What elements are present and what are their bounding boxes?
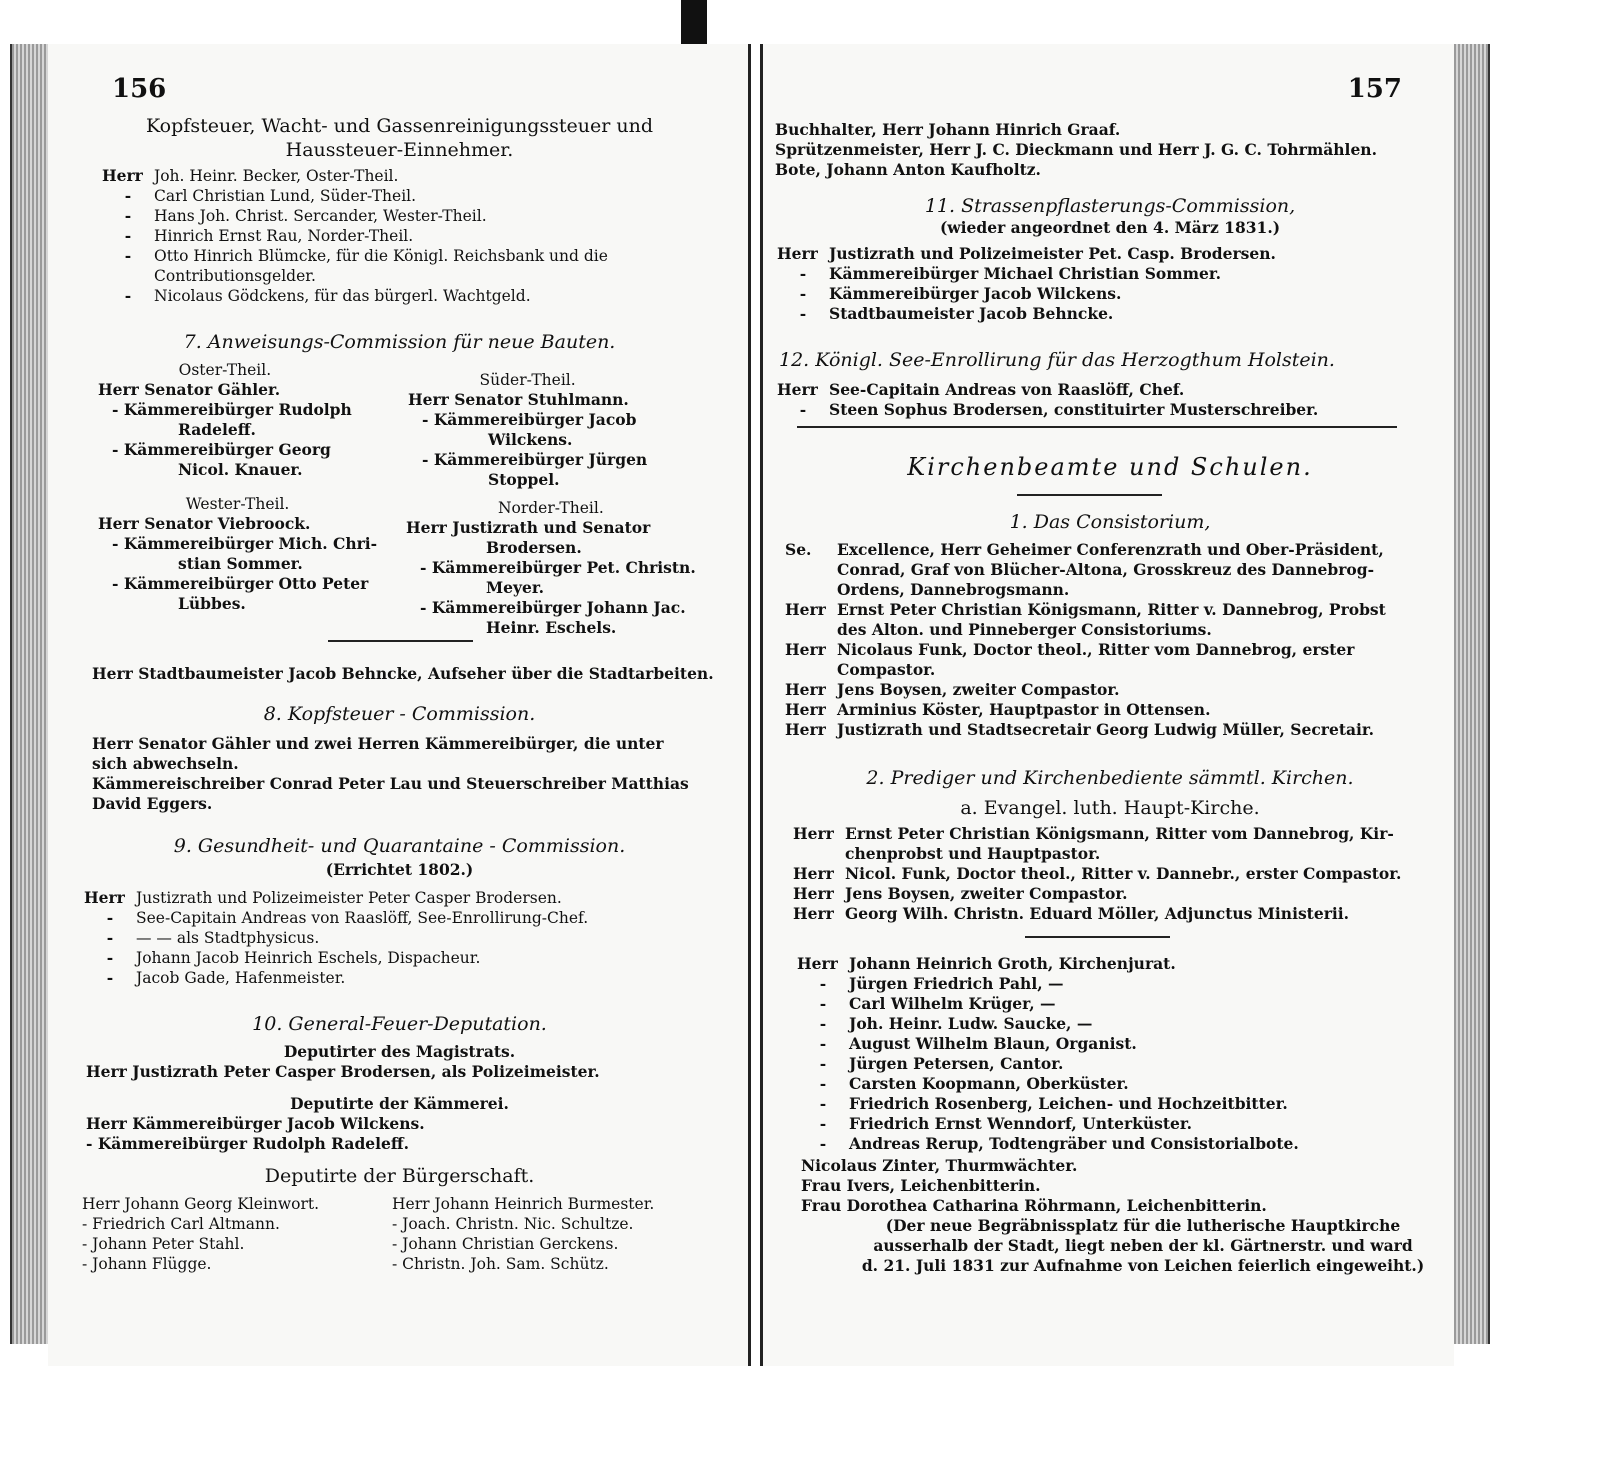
item-prefix bbox=[785, 560, 837, 580]
text-line: Herr Senator Gähler und zwei Herren Kämmereibürger, die unter bbox=[92, 734, 664, 753]
text-line: Bote, Johann Anton Kaufholtz. bbox=[775, 160, 1041, 179]
divider bbox=[328, 640, 473, 642]
list-item bbox=[785, 540, 1425, 560]
text-line: Herr Johann Heinrich Burmester. bbox=[392, 1195, 655, 1213]
item-prefix bbox=[785, 660, 837, 680]
item-text: Carsten Koopmann, Oberküster. bbox=[849, 1074, 1129, 1093]
text-line: ausserhalb der Stadt, liegt neben der kl. Gärtnerstr. und ward bbox=[873, 1236, 1413, 1255]
text-line: - Johann Christian Gerckens. bbox=[392, 1235, 619, 1253]
prediger-title: 2. Prediger und Kirchenbediente sämmtl. Kirchen. bbox=[866, 767, 1354, 789]
section-11-sub: (wieder angeordnet den 4. März 1831.) bbox=[939, 218, 1281, 237]
item-text: Contributionsgelder. bbox=[154, 267, 316, 285]
list-item bbox=[84, 948, 724, 968]
heading-line: Haussteuer-Einnehmer. bbox=[285, 139, 514, 161]
text-line: Brodersen. bbox=[486, 538, 582, 557]
item-text: August Wilhelm Blaun, Organist. bbox=[849, 1034, 1137, 1053]
item-prefix: - bbox=[819, 1034, 827, 1053]
text-line: - Johann Peter Stahl. bbox=[82, 1235, 245, 1253]
section-7-title: 7. Anweisungs-Commission für neue Bauten. bbox=[183, 331, 616, 353]
page-number-left: 156 bbox=[112, 74, 167, 104]
sec9-list bbox=[84, 888, 724, 988]
text-line: Nicol. Knauer. bbox=[178, 460, 303, 479]
item-text: Hinrich Ernst Rau, Norder-Theil. bbox=[154, 227, 414, 245]
list-item bbox=[102, 246, 722, 266]
item-text: Andreas Rerup, Todtengräber und Consistorialbote. bbox=[849, 1134, 1299, 1153]
list-item bbox=[797, 1034, 1437, 1054]
section-9-sub: (Errichtet 1802.) bbox=[325, 860, 474, 879]
section-10-sub2: Deputirte der Kämmerei. bbox=[290, 1094, 509, 1113]
item-text: Ernst Peter Christian Königsmann, Ritter v. Dannebrog, Probst bbox=[837, 600, 1386, 619]
item-text: Carl Wilhelm Krüger, — bbox=[849, 994, 1056, 1013]
item-prefix: - bbox=[819, 974, 827, 993]
text-line: - Kämmereibürger Georg bbox=[112, 440, 331, 459]
item-prefix: - bbox=[819, 1054, 827, 1073]
item-prefix: - bbox=[799, 304, 807, 323]
heading-kopfsteuer bbox=[48, 114, 751, 162]
item-text: Nicolaus Funk, Doctor theol., Ritter vom Dannebrog, erster bbox=[837, 640, 1355, 659]
item-prefix: Herr bbox=[777, 244, 818, 263]
item-text: Jacob Gade, Hafenmeister. bbox=[136, 969, 346, 987]
divider bbox=[1025, 936, 1170, 938]
text-line: Heinr. Eschels. bbox=[486, 618, 617, 637]
text-line: Herr Kämmereibürger Jacob Wilckens. bbox=[86, 1114, 425, 1133]
top-lines bbox=[775, 120, 1377, 180]
list-item bbox=[793, 844, 1433, 864]
text-line: stian Sommer. bbox=[178, 554, 303, 573]
consist-list bbox=[785, 540, 1425, 740]
list-item bbox=[777, 244, 1417, 264]
note-lines bbox=[843, 1216, 1443, 1276]
item-prefix: - bbox=[124, 226, 132, 245]
item-text: Conrad, Graf von Blücher-Altona, Grosskreuz des Dannebrog- bbox=[837, 560, 1374, 579]
item-text: Jürgen Petersen, Cantor. bbox=[849, 1054, 1064, 1073]
item-prefix: - bbox=[124, 186, 132, 205]
list-item bbox=[797, 994, 1437, 1014]
text-line: Sprützenmeister, Herr J. C. Dieckmann und Herr J. G. C. Tohrmählen. bbox=[775, 140, 1377, 159]
text-line: Herr Justizrath und Senator bbox=[406, 518, 651, 537]
list-item bbox=[785, 700, 1425, 720]
item-text: Hans Joh. Christ. Sercander, Wester-Theil. bbox=[154, 207, 487, 225]
item-prefix: - bbox=[124, 246, 132, 265]
text-line: - Kämmereibürger Rudolph Radeleff. bbox=[86, 1134, 410, 1153]
list-item bbox=[797, 1074, 1437, 1094]
section-10-sub3: Deputirte der Bürgerschaft. bbox=[264, 1165, 535, 1187]
section-8-title: 8. Kopfsteuer - Commission. bbox=[263, 703, 536, 725]
list-item bbox=[777, 380, 1417, 400]
item-text: Justizrath und Stadtsecretair Georg Ludwig Müller, Secretair. bbox=[837, 720, 1375, 739]
list-item bbox=[793, 864, 1433, 884]
book-edge-left bbox=[10, 44, 52, 1344]
sec10-line1: Herr Justizrath Peter Casper Brodersen, als Polizeimeister. bbox=[86, 1062, 600, 1081]
list-item bbox=[797, 1094, 1437, 1114]
text-line: - Kämmereibürger Jürgen bbox=[422, 450, 648, 469]
text-line: - Kämmereibürger Otto Peter bbox=[112, 574, 369, 593]
item-text: Steen Sophus Brodersen, constituirter Musterschreiber. bbox=[829, 400, 1319, 419]
text-line: Oster-Theil. bbox=[178, 361, 272, 379]
list-item bbox=[793, 884, 1433, 904]
item-prefix: - bbox=[819, 994, 827, 1013]
item-prefix: - bbox=[819, 1114, 827, 1133]
item-text: Joh. Heinr. Ludw. Saucke, — bbox=[849, 1014, 1093, 1033]
heading-line: Kopfsteuer, Wacht- und Gassenreinigungssteuer und bbox=[146, 115, 653, 137]
item-prefix: Herr bbox=[785, 680, 826, 699]
list-item bbox=[793, 904, 1433, 924]
text-line: Wester-Theil. bbox=[185, 495, 290, 513]
text-line: - Kämmereibürger Rudolph bbox=[112, 400, 352, 419]
text-line: Herr Johann Georg Kleinwort. bbox=[82, 1195, 320, 1213]
text-line: Herr Senator Gähler. bbox=[98, 380, 281, 399]
list-item bbox=[785, 580, 1425, 600]
list-item bbox=[84, 928, 724, 948]
item-text: Joh. Heinr. Becker, Oster-Theil. bbox=[154, 167, 399, 185]
text-line: Wilckens. bbox=[488, 430, 573, 449]
item-text: Jens Boysen, zweiter Compastor. bbox=[845, 884, 1128, 903]
section-12-title: 12. Königl. See-Enrollirung für das Herzogthum Holstein. bbox=[779, 349, 1335, 371]
item-prefix: - bbox=[106, 968, 114, 987]
item-prefix: - bbox=[124, 206, 132, 225]
item-text: Nicol. Funk, Doctor theol., Ritter v. Dannebr., erster Compastor. bbox=[845, 864, 1402, 883]
item-prefix: - bbox=[124, 286, 132, 305]
item-prefix: Herr bbox=[785, 600, 826, 619]
item-prefix bbox=[785, 580, 837, 600]
item-text: Kämmereibürger Jacob Wilckens. bbox=[829, 284, 1122, 303]
item-text: Jens Boysen, zweiter Compastor. bbox=[837, 680, 1120, 699]
list-item bbox=[797, 1014, 1437, 1034]
haupt-list bbox=[793, 824, 1433, 924]
item-text: Friedrich Rosenberg, Leichen- und Hochzeitbitter. bbox=[849, 1094, 1288, 1113]
item-prefix: Herr bbox=[102, 166, 143, 185]
list-item bbox=[785, 680, 1425, 700]
item-text: Ernst Peter Christian Königsmann, Ritter vom Dannebrog, Kir- bbox=[845, 824, 1394, 843]
item-text: Stadtbaumeister Jacob Behncke. bbox=[829, 304, 1114, 323]
item-text: Compastor. bbox=[837, 660, 936, 679]
text-line: - Kämmereibürger Johann Jac. bbox=[420, 598, 686, 617]
text-line: Frau Ivers, Leichenbitterin. bbox=[801, 1176, 1041, 1195]
text-line: Frau Dorothea Catharina Röhrmann, Leichenbitterin. bbox=[801, 1196, 1267, 1215]
list-item bbox=[797, 954, 1437, 974]
right-page bbox=[760, 44, 1454, 1366]
list-item bbox=[777, 284, 1417, 304]
list-item bbox=[785, 560, 1425, 580]
item-text: des Alton. und Pinneberger Consistoriums. bbox=[837, 620, 1212, 639]
item-text: Justizrath und Polizeimeister Peter Casper Brodersen. bbox=[136, 889, 562, 907]
page-number-right: 157 bbox=[1347, 74, 1402, 104]
kirchen-title: Kirchenbeamte und Schulen. bbox=[907, 453, 1313, 481]
item-prefix: - bbox=[799, 264, 807, 283]
item-prefix: - bbox=[799, 400, 807, 419]
item-prefix: Herr bbox=[785, 700, 826, 719]
sec12-list bbox=[777, 380, 1417, 420]
item-prefix: Herr bbox=[785, 640, 826, 659]
text-line: - Johann Flügge. bbox=[82, 1255, 212, 1273]
left-page bbox=[48, 44, 751, 1366]
text-line: Meyer. bbox=[486, 578, 545, 597]
jurat-list bbox=[797, 954, 1437, 1154]
list-item bbox=[797, 1054, 1437, 1074]
section-11-title: 11. Strassenpflasterungs-Commission, bbox=[924, 195, 1296, 217]
list-item bbox=[777, 400, 1417, 420]
list-item bbox=[797, 1134, 1437, 1154]
item-text: Otto Hinrich Blümcke, für die Königl. Reichsbank und die bbox=[154, 247, 608, 265]
text-line: Herr Senator Stuhlmann. bbox=[408, 390, 629, 409]
list-item bbox=[84, 968, 724, 988]
item-prefix bbox=[793, 844, 845, 864]
stadtbau-line: Herr Stadtbaumeister Jacob Behncke, Aufseher über die Stadtarbeiten. bbox=[92, 664, 714, 683]
list-item bbox=[785, 640, 1425, 660]
section-10-title: 10. General-Feuer-Deputation. bbox=[252, 1013, 547, 1035]
item-text: Carl Christian Lund, Süder-Theil. bbox=[154, 187, 417, 205]
list-item bbox=[84, 888, 724, 908]
text-line: David Eggers. bbox=[92, 794, 213, 813]
text-line: - Christn. Joh. Sam. Schütz. bbox=[392, 1255, 609, 1273]
text-line: Lübbes. bbox=[178, 594, 246, 613]
item-text: Ordens, Dannebrogsmann. bbox=[837, 580, 1070, 599]
sec7-sueder bbox=[408, 370, 647, 490]
item-prefix: - bbox=[819, 1014, 827, 1033]
text-line: Herr Senator Viebroock. bbox=[98, 514, 311, 533]
item-text: Johann Jacob Heinrich Eschels, Dispacheur. bbox=[136, 949, 481, 967]
list-item bbox=[777, 264, 1417, 284]
text-line: d. 21. Juli 1831 zur Aufnahme von Leichen feierlich eingeweiht.) bbox=[861, 1256, 1425, 1275]
divider bbox=[1017, 494, 1162, 496]
item-text: chenprobst und Hauptpastor. bbox=[845, 844, 1101, 863]
item-prefix: Herr bbox=[793, 904, 834, 923]
item-text: Kämmereibürger Michael Christian Sommer. bbox=[829, 264, 1222, 283]
list-item bbox=[785, 600, 1425, 620]
item-text: Justizrath und Polizeimeister Pet. Casp. Brodersen. bbox=[829, 244, 1276, 263]
text-line: sich abwechseln. bbox=[92, 754, 239, 773]
text-line: - Kämmereibürger Mich. Chri- bbox=[112, 534, 378, 553]
item-prefix bbox=[785, 620, 837, 640]
item-prefix: Herr bbox=[777, 380, 818, 399]
sec10-kaemmerei bbox=[86, 1114, 425, 1154]
item-text: Jürgen Friedrich Pahl, — bbox=[849, 974, 1064, 993]
item-text: See-Capitain Andreas von Raaslöff, See-Enrollirung-Chef. bbox=[136, 909, 589, 927]
text-line: - Friedrich Carl Altmann. bbox=[82, 1215, 280, 1233]
sec7-oster bbox=[98, 360, 352, 480]
list-item bbox=[102, 266, 722, 286]
text-line: - Kämmereibürger Pet. Christn. bbox=[420, 558, 696, 577]
text-line: (Der neue Begräbnissplatz für die lutherische Hauptkirche bbox=[885, 1216, 1401, 1235]
item-prefix: - bbox=[106, 948, 114, 967]
sec7-norder bbox=[406, 498, 696, 638]
sec10-buerger-right bbox=[392, 1194, 654, 1274]
list-item bbox=[102, 286, 722, 306]
section-10-sub1: Deputirter des Magistrats. bbox=[283, 1042, 516, 1061]
list-item bbox=[84, 908, 724, 928]
sec8-lines bbox=[92, 734, 689, 814]
text-line: Stoppel. bbox=[488, 470, 560, 489]
text-line: Nicolaus Zinter, Thurmwächter. bbox=[801, 1156, 1078, 1175]
text-line: - Joach. Christn. Nic. Schultze. bbox=[392, 1215, 634, 1233]
item-text: Nicolaus Gödckens, für das bürgerl. Wachtgeld. bbox=[154, 287, 531, 305]
item-prefix: Herr bbox=[797, 954, 838, 973]
item-prefix: Herr bbox=[793, 864, 834, 883]
item-prefix: - bbox=[819, 1094, 827, 1113]
einnehmer-list bbox=[102, 166, 722, 306]
item-prefix: Herr bbox=[785, 720, 826, 739]
sec7-wester bbox=[98, 494, 377, 614]
item-text: — — als Stadtphysicus. bbox=[136, 929, 320, 947]
consistorium-title: 1. Das Consistorium, bbox=[1009, 511, 1211, 533]
sec11-list bbox=[777, 244, 1417, 324]
item-prefix: - bbox=[106, 908, 114, 927]
list-item bbox=[797, 974, 1437, 994]
text-line: Norder-Theil. bbox=[497, 499, 604, 517]
text-line: Süder-Theil. bbox=[479, 371, 576, 389]
text-line: Radeleff. bbox=[178, 420, 256, 439]
tail-lines bbox=[801, 1156, 1267, 1216]
hauptkirche-title: a. Evangel. luth. Haupt-Kirche. bbox=[960, 797, 1260, 819]
list-item bbox=[785, 620, 1425, 640]
text-line: Buchhalter, Herr Johann Hinrich Graaf. bbox=[775, 120, 1121, 139]
item-text: See-Capitain Andreas von Raaslöff, Chef. bbox=[829, 380, 1185, 399]
sec10-buerger-left bbox=[82, 1194, 319, 1274]
item-prefix bbox=[102, 266, 154, 286]
list-item bbox=[793, 824, 1433, 844]
divider bbox=[797, 426, 1397, 428]
item-prefix: Herr bbox=[793, 824, 834, 843]
list-item bbox=[777, 304, 1417, 324]
item-prefix: - bbox=[819, 1074, 827, 1093]
item-text: Arminius Köster, Hauptpastor in Ottensen. bbox=[837, 700, 1211, 719]
item-text: Johann Heinrich Groth, Kirchenjurat. bbox=[849, 954, 1176, 973]
item-prefix: - bbox=[799, 284, 807, 303]
item-prefix: Herr bbox=[84, 888, 125, 907]
list-item bbox=[102, 186, 722, 206]
book-edge-right bbox=[1452, 44, 1490, 1344]
list-item bbox=[102, 206, 722, 226]
list-item bbox=[102, 226, 722, 246]
list-item bbox=[797, 1114, 1437, 1134]
item-prefix: Herr bbox=[793, 884, 834, 903]
item-text: Excellence, Herr Geheimer Conferenzrath und Ober-Präsident, bbox=[837, 540, 1384, 559]
item-prefix: - bbox=[819, 1134, 827, 1153]
section-9-title: 9. Gesundheit- und Quarantaine - Commission. bbox=[173, 835, 626, 857]
item-prefix: - bbox=[106, 928, 114, 947]
text-line: - Kämmereibürger Jacob bbox=[422, 410, 637, 429]
list-item bbox=[785, 720, 1425, 740]
item-prefix: Se. bbox=[785, 540, 812, 559]
item-text: Georg Wilh. Christn. Eduard Möller, Adjunctus Ministerii. bbox=[845, 904, 1350, 923]
list-item bbox=[785, 660, 1425, 680]
item-text: Friedrich Ernst Wenndorf, Unterküster. bbox=[849, 1114, 1193, 1133]
text-line: Kämmereischreiber Conrad Peter Lau und Steuerschreiber Matthias bbox=[92, 774, 689, 793]
list-item bbox=[102, 166, 722, 186]
